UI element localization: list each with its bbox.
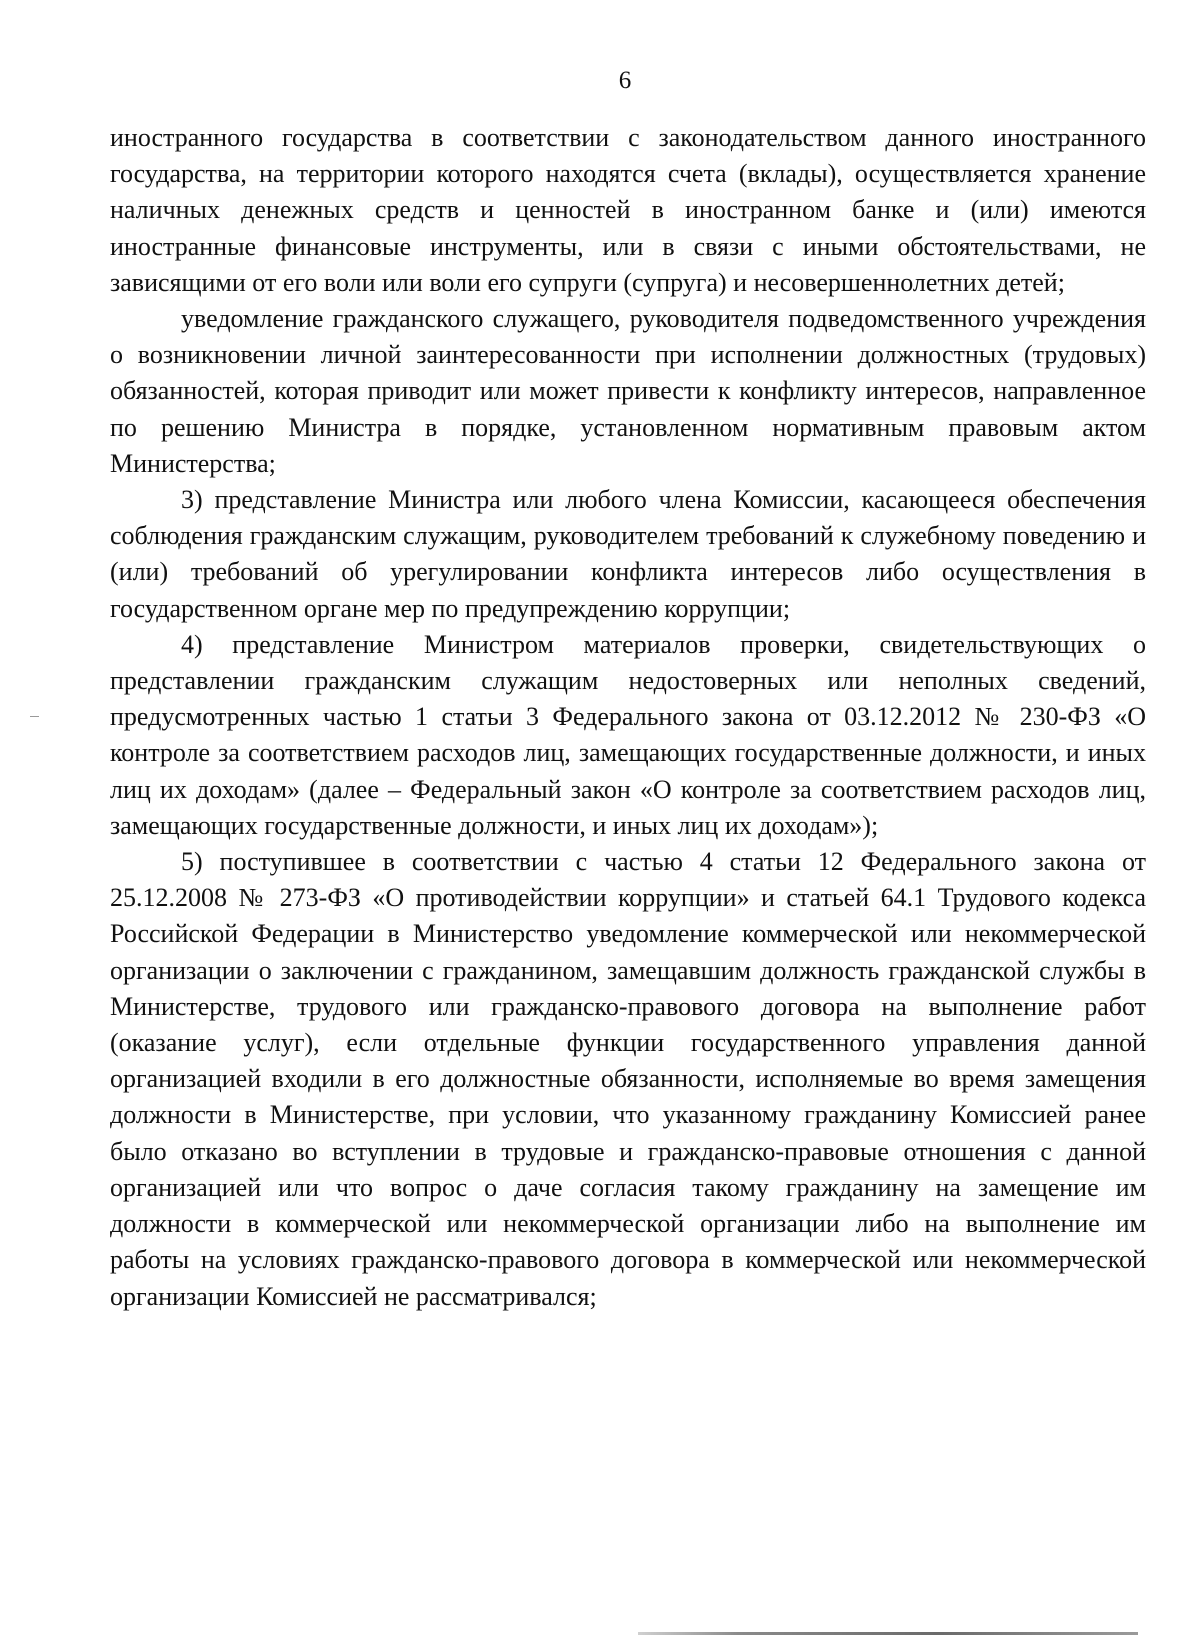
- page-number: 6: [618, 67, 632, 94]
- paragraph-continuation: иностранного государства в соответствии с законодательством данного иностранного государства, на территории которого находятся счета (вклады), осуществляется хранение наличных денежных средств и ценностей в иностранном банке и (или) имеются иностранные финансовые инструменты, или в связи с иными обстоятельствами, не зависящими от его воли или воли его супруги (супруга) и несовершеннолетних детей;: [110, 123, 1146, 297]
- paragraph-item-4: 4) представление Министром материалов проверки, свидетельствующих о представлении гражданским служащим недостоверных или неполных сведений, предусмотренных частью 1 статьи 3 Федерального закона от 03.12.2012 № 230-ФЗ «О контроле за соответствием расходов лиц, замещающих государственные должности, и иных лиц их доходам» (далее – Федеральный закон «О контроле за соответствием расходов лиц, замещающих государственные должности, и иных лиц их доходам»);: [110, 629, 1146, 840]
- paragraph-item-3: 3) представление Министра или любого члена Комиссии, касающееся обеспечения соблюдения гражданским служащим, руководителем требований к служебному поведению и (или) требований об урегулировании конфликта интересов либо осуществления в государственном органе мер по предупреждению коррупции;: [110, 485, 1146, 623]
- paragraph-conflict-notice: уведомление гражданского служащего, руководителя подведомственного учреждения о возникновении личной заинтересованности при исполнении должностных (трудовых) обязанностей, которая приводит или может привести к конфликту интересов, направленное по решению Министра в порядке, установленном нормативным правовым актом Министерства;: [110, 304, 1146, 478]
- paragraph-item-5: 5) поступившее в соответствии с частью 4 статьи 12 Федерального закона от 25.12.2008 № 273-ФЗ «О противодействии коррупции» и статьей 64.1 Трудового кодекса Российской Федерации в Министерство уведомление коммерческой или некоммерческой организации о заключении с гражданином, замещавшим должность гражданской службы в Министерстве, трудового или гражданско-правового договора на выполнение работ (оказание услуг), если отдельные функции государственного управления данной организацией входили в его должностные обязанности, исполняемые во время замещения должности в Министерстве, при условии, что указанному гражданину Комиссией ранее было отказано во вступлении в трудовые и гражданско-правовые отношения с данной организацией или что вопрос о даче согласия такому гражданину на замещение им должности в коммерческой или некоммерческой организации либо на выполнение им работы на условиях гражданско-правового договора в коммерческой или некоммерческой организации Комиссией не рассматривался;: [110, 847, 1146, 1311]
- document-body: [110, 120, 1146, 1315]
- bottom-edge-line: [638, 1632, 1138, 1635]
- margin-mark: [30, 716, 39, 717]
